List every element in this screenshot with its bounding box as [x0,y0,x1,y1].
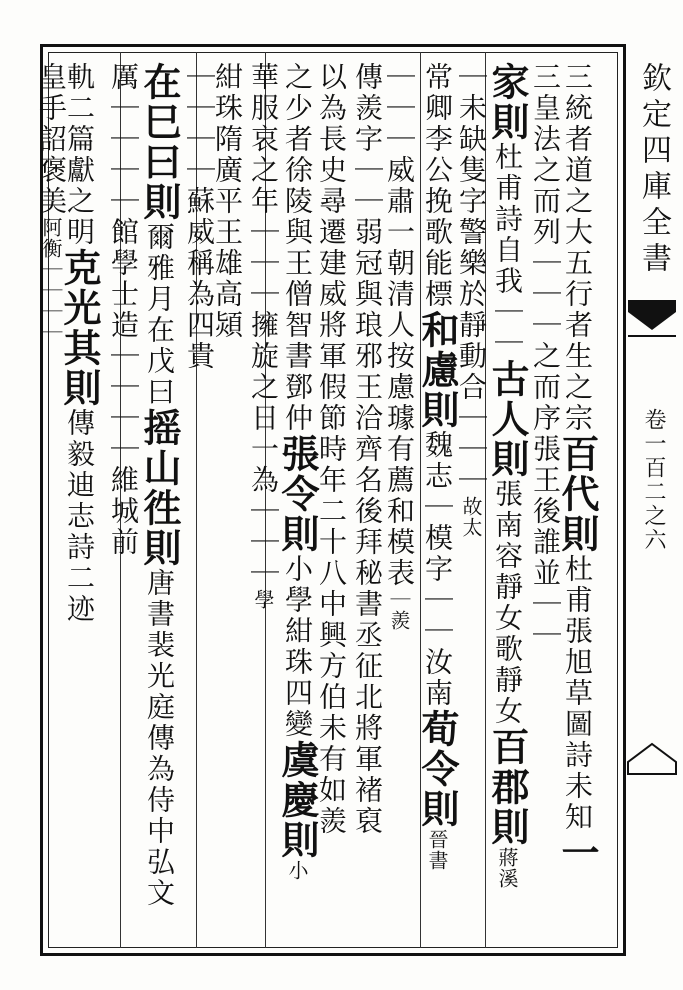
body-text: 一為｜｜｜ [247,434,280,589]
entry-heading: 古人則 [485,359,530,479]
entry-heading: 虞慶則 [275,740,320,860]
entry-heading: 一 [555,833,600,873]
body-text: 小學紺珠四變 [281,554,314,740]
body-text: 傳羨字｜｜弱冠與琅邪王洽齊名後拜秘書丞征北將軍褚裒 [351,62,384,837]
annotation-text: 故太 [459,496,483,538]
text-column [182,62,216,372]
text-column [34,62,68,343]
text-column [528,62,562,651]
entry-heading: 張令則 [275,434,320,554]
body-text: 紺珠隋廣平王雄高熲 [211,62,244,341]
body-text: 杜甫詩自我｜｜ [491,142,524,359]
body-text: 樂於靜動合｜｜｜ [455,248,488,496]
body-text: 張南容靜女歌靜女 [491,479,524,727]
annotation-text: 阿衡｜｜｜｜ [39,217,63,343]
body-text: ｜｜｜｜蘇威稱為四貴 [183,62,216,372]
body-text: 杜甫張旭草圖詩未知 [561,554,594,833]
body-text: 華服哀之年｜｜｜擁旋之日 [247,62,280,434]
body-text: 常卿李公挽歌能標 [421,62,454,310]
body-text: 爾雅月在戊曰 [143,222,176,408]
entry-heading: 家則 [485,62,530,142]
entry-heading: 百代則 [555,434,600,554]
text-column [382,62,416,631]
text-column [275,62,320,881]
body-text: 皇手詔褒美 [35,62,68,217]
annotation-text: 學 [251,589,275,610]
body-text: 魏志｜模字｜｜汝南 [421,430,454,709]
body-text: 人按慮璩有薦和模表 [383,310,416,589]
body-text: ｜未缺隻字警 [455,62,488,248]
entry-heading: 百郡則 [485,727,530,847]
text-column [350,62,384,837]
text-column [485,62,530,889]
annotation-text: ｜羨 [387,589,411,631]
margin-book-title: 欽定四庫全書 [636,62,671,278]
entry-heading: 在巳曰則 [137,62,182,222]
body-text: ｜｜｜威肅一朝清 [383,62,416,310]
body-text: 館學士造｜｜｜｜維城前 [107,217,140,558]
annotation-text: 蔣溪 [495,847,519,889]
body-text: 傳毅迪志詩二迹 [63,408,96,625]
entry-heading: 和慮則 [415,310,460,430]
entry-heading: 摇山徃則 [137,408,182,568]
body-text: 張王後誰並｜｜ [529,434,562,651]
annotation-text: 小 [285,860,309,881]
body-text: 之少者徐陵與王僧智書鄧仲 [281,62,314,434]
fishtail-mark-icon [626,296,678,344]
text-column [246,62,280,610]
text-column [454,62,488,538]
entry-heading: 荀令則 [415,709,460,829]
fishtail-mark-icon [626,730,678,778]
annotation-text: 晉書 [425,829,449,871]
body-text: 三皇法之而列｜｜｜之而序 [529,62,562,434]
text-column [106,62,140,558]
body-text: 軌二篇獻之明 [63,62,96,248]
body-text: 厲｜｜｜｜ [107,62,140,217]
margin-volume-label: 卷一百二之六 [641,408,666,552]
text-column [415,62,460,871]
entry-heading: 克光其則 [57,248,102,408]
body-text: 三統者道之大五行者生之宗 [561,62,594,434]
text-column [137,62,182,909]
body-text: 以為長史尋遷建威將軍假節時年二十八中興方伯未有如羨 [315,62,348,837]
body-text: 唐書裴光庭傳為侍中弘文 [143,568,176,909]
text-column [555,62,600,873]
